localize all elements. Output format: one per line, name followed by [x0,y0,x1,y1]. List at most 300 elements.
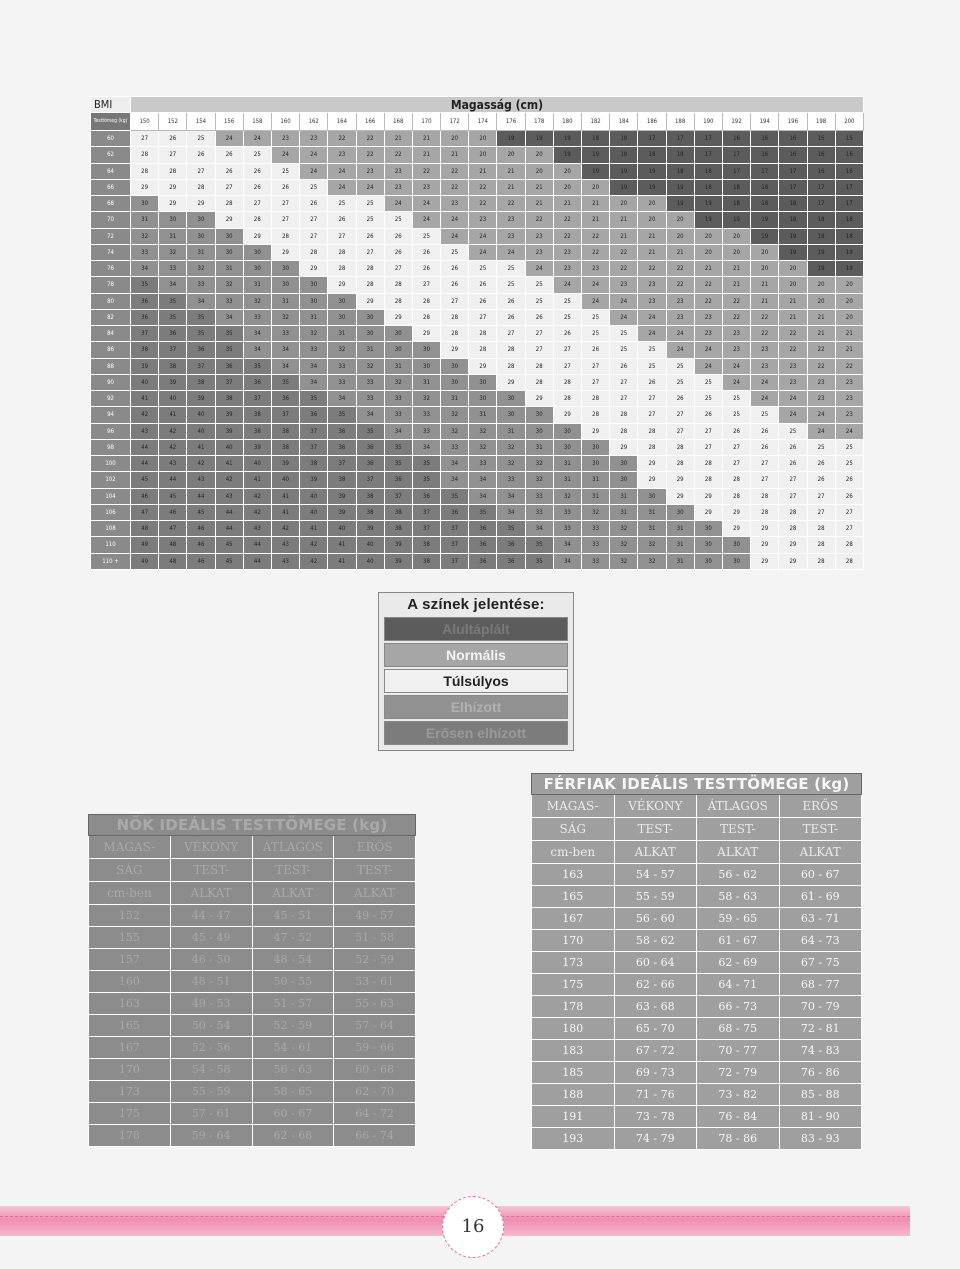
bmi-value-cell: 33 [412,423,440,439]
bmi-value-cell: 26 [807,456,835,472]
bmi-value-cell: 44 [187,488,215,504]
bmi-value-cell: 19 [807,244,835,260]
bmi-value-cell: 16 [807,147,835,163]
ideal-cell: 81 - 90 [779,1106,862,1128]
ideal-title-row [89,815,416,836]
bmi-value-cell: 28 [779,521,807,537]
bmi-value-cell: 35 [384,456,412,472]
bmi-value-cell: 27 [666,423,694,439]
bmi-value-cell: 43 [271,537,299,553]
weight-label-cell: 110 + [91,553,131,570]
bmi-value-cell: 36 [384,472,412,488]
bmi-value-cell: 33 [582,537,610,553]
bmi-row [91,147,864,163]
bmi-value-cell: 27 [610,374,638,390]
ideal-cell: 62 - 70 [334,1081,416,1103]
bmi-value-cell: 42 [271,521,299,537]
bmi-value-cell: 40 [243,456,271,472]
bmi-value-cell: 30 [243,244,271,260]
ideal-cell: 70 - 77 [697,1040,780,1062]
bmi-value-cell: 36 [328,439,356,455]
ideal-cell: 62 - 69 [697,952,780,974]
bmi-value-cell: 36 [469,521,497,537]
height-header-row [91,113,864,131]
ideal-header-row [89,859,416,882]
bmi-value-cell: 19 [779,244,807,260]
bmi-value-cell: 27 [722,456,750,472]
ideal-header-row [532,818,862,841]
ideal-row [89,927,416,949]
ideal-cell: 59 - 66 [334,1037,416,1059]
bmi-value-cell: 17 [807,179,835,195]
bmi-value-cell: 28 [582,391,610,407]
weight-label-cell: 98 [91,439,131,455]
bmi-value-cell: 23 [553,244,581,260]
bmi-value-cell: 43 [215,488,243,504]
bmi-value-cell: 18 [751,196,779,212]
bmi-value-cell: 37 [356,472,384,488]
bmi-value-cell: 20 [525,163,553,179]
bmi-value-cell: 30 [553,439,581,455]
height-header-cell: 200 [835,113,863,131]
bmi-value-cell: 22 [751,309,779,325]
bmi-value-cell: 28 [722,472,750,488]
bmi-value-cell: 35 [328,407,356,423]
bmi-value-cell: 17 [694,131,722,147]
bmi-value-cell: 23 [582,261,610,277]
ideal-header-cell: ERŐS [779,795,862,818]
bmi-value-cell: 24 [638,309,666,325]
weight-label-cell: 100 [91,456,131,472]
bmi-value-cell: 36 [497,553,525,570]
bmi-value-cell: 25 [610,326,638,342]
bmi-value-cell: 27 [722,439,750,455]
bmi-value-cell: 42 [243,488,271,504]
bmi-value-cell: 27 [328,228,356,244]
bmi-row [91,293,864,309]
ideal-cell: 69 - 73 [614,1062,697,1084]
bmi-value-cell: 27 [300,212,328,228]
height-header-cell: 174 [469,113,497,131]
bmi-value-cell: 23 [300,131,328,147]
weight-label-cell: 104 [91,488,131,504]
bmi-value-cell: 33 [553,504,581,520]
bmi-value-cell: 34 [412,439,440,455]
bmi-value-cell: 40 [271,472,299,488]
bmi-value-cell: 19 [610,163,638,179]
bmi-value-cell: 30 [497,407,525,423]
bmi-value-cell: 17 [779,179,807,195]
bmi-value-cell: 27 [187,163,215,179]
ideal-row [532,996,862,1018]
bmi-value-cell: 33 [328,374,356,390]
bmi-value-cell: 31 [356,342,384,358]
bmi-value-cell: 46 [187,537,215,553]
bmi-value-cell: 23 [807,391,835,407]
bmi-value-cell: 29 [722,504,750,520]
bmi-value-cell: 35 [215,342,243,358]
bmi-value-cell: 38 [187,374,215,390]
bmi-value-cell: 16 [722,131,750,147]
legend-item: Elhízott [384,695,568,719]
bmi-value-cell: 27 [779,488,807,504]
bmi-value-cell: 17 [835,196,863,212]
bmi-value-cell: 23 [497,228,525,244]
ideal-row [532,1128,862,1150]
bmi-value-cell: 22 [779,342,807,358]
bmi-value-cell: 39 [159,374,187,390]
bmi-value-cell: 32 [215,277,243,293]
bmi-value-cell: 23 [610,277,638,293]
bmi-value-cell: 29 [751,521,779,537]
bmi-value-cell: 31 [271,293,299,309]
bmi-value-cell: 37 [441,521,469,537]
bmi-value-cell: 19 [722,212,750,228]
bmi-value-cell: 26 [722,423,750,439]
bmi-value-cell: 32 [497,439,525,455]
bmi-value-cell: 26 [159,131,187,147]
bmi-value-cell: 25 [582,326,610,342]
ideal-cell: 67 - 72 [614,1040,697,1062]
ideal-cell: 66 - 73 [697,996,780,1018]
ideal-cell: 47 - 52 [252,927,334,949]
bmi-value-cell: 43 [271,553,299,570]
bmi-value-cell: 27 [553,358,581,374]
bmi-value-cell: 38 [243,407,271,423]
bmi-value-cell: 35 [187,309,215,325]
bmi-value-cell: 18 [666,163,694,179]
ideal-cell: 66 - 74 [334,1125,416,1147]
ideal-header-cell: SÁG [89,859,171,882]
bmi-value-cell: 32 [187,261,215,277]
bmi-value-cell: 48 [159,553,187,570]
weight-label-cell: 86 [91,342,131,358]
bmi-row [91,342,864,358]
bmi-value-cell: 29 [215,212,243,228]
bmi-value-cell: 30 [328,293,356,309]
bmi-value-cell: 34 [243,326,271,342]
bmi-value-cell: 28 [694,456,722,472]
bmi-value-cell: 18 [582,131,610,147]
bmi-value-cell: 24 [441,212,469,228]
bmi-value-cell: 26 [384,244,412,260]
bmi-value-cell: 21 [835,342,863,358]
bmi-value-cell: 20 [807,293,835,309]
bmi-value-cell: 17 [751,163,779,179]
bmi-value-cell: 31 [328,326,356,342]
ideal-cell: 193 [532,1128,615,1150]
bmi-value-cell: 25 [384,212,412,228]
bmi-value-cell: 30 [694,537,722,553]
bmi-value-cell: 26 [666,391,694,407]
bmi-value-cell: 24 [356,179,384,195]
bmi-value-cell: 24 [215,131,243,147]
bmi-value-cell: 33 [441,439,469,455]
bmi-value-cell: 28 [751,504,779,520]
bmi-value-cell: 26 [835,472,863,488]
ideal-cell: 165 [532,886,615,908]
height-header-cell: 168 [384,113,412,131]
bmi-value-cell: 24 [807,423,835,439]
bmi-value-cell: 26 [525,309,553,325]
bmi-value-cell: 22 [694,277,722,293]
bmi-row [91,131,864,147]
bmi-value-cell: 37 [300,423,328,439]
bmi-value-cell: 27 [638,391,666,407]
weight-label-cell: 90 [91,374,131,390]
bmi-value-cell: 37 [243,391,271,407]
bmi-value-cell: 26 [441,277,469,293]
men-ideal-weight-table [531,773,862,1150]
bmi-value-cell: 36 [412,488,440,504]
bmi-value-cell: 30 [412,358,440,374]
bmi-value-cell: 23 [807,374,835,390]
bmi-value-cell: 30 [441,358,469,374]
bmi-value-cell: 41 [300,521,328,537]
bmi-value-cell: 26 [751,423,779,439]
bmi-value-cell: 25 [497,261,525,277]
ideal-cell: 74 - 79 [614,1128,697,1150]
bmi-value-cell: 42 [187,456,215,472]
bmi-value-cell: 27 [835,521,863,537]
weight-label-cell: 94 [91,407,131,423]
ideal-cell: 48 - 51 [170,971,252,993]
bmi-value-cell: 40 [187,423,215,439]
bmi-value-cell: 31 [553,472,581,488]
ideal-cell: 58 - 65 [252,1081,334,1103]
bmi-row [91,439,864,455]
ideal-header-cell: TEST- [170,859,252,882]
bmi-value-cell: 26 [412,261,440,277]
bmi-value-cell: 19 [666,179,694,195]
bmi-value-cell: 29 [610,439,638,455]
bmi-value-cell: 28 [469,342,497,358]
ideal-cell: 76 - 84 [697,1106,780,1128]
bmi-value-cell: 27 [159,147,187,163]
weight-label-cell: 80 [91,293,131,309]
bmi-value-cell: 20 [497,147,525,163]
height-header-cell: 164 [328,113,356,131]
bmi-value-cell: 18 [807,228,835,244]
ideal-cell: 74 - 83 [779,1040,862,1062]
bmi-value-cell: 24 [722,374,750,390]
ideal-cell: 64 - 72 [334,1103,416,1125]
ideal-cell: 59 - 64 [170,1125,252,1147]
weight-label-cell: 60 [91,131,131,147]
ideal-cell: 175 [532,974,615,996]
bmi-value-cell: 23 [835,407,863,423]
bmi-value-cell: 31 [131,212,159,228]
bmi-row [91,277,864,293]
bmi-value-cell: 45 [159,488,187,504]
bmi-value-cell: 16 [835,147,863,163]
weight-label-cell: 62 [91,147,131,163]
bmi-value-cell: 23 [751,342,779,358]
bmi-value-cell: 20 [610,196,638,212]
bmi-value-cell: 33 [187,277,215,293]
bmi-value-cell: 20 [835,309,863,325]
bmi-value-cell: 18 [835,212,863,228]
bmi-value-cell: 47 [131,504,159,520]
bmi-value-cell: 29 [384,309,412,325]
bmi-value-cell: 29 [497,374,525,390]
bmi-value-cell: 49 [131,553,159,570]
bmi-value-cell: 28 [243,212,271,228]
bmi-value-cell: 24 [469,228,497,244]
bmi-value-cell: 38 [271,439,299,455]
weight-label-cell: 68 [91,196,131,212]
bmi-value-cell: 28 [638,423,666,439]
bmi-value-cell: 43 [187,472,215,488]
ideal-cell: 67 - 75 [779,952,862,974]
bmi-value-cell: 32 [328,342,356,358]
bmi-value-cell: 34 [159,277,187,293]
bmi-value-cell: 28 [807,553,835,570]
bmi-value-cell: 37 [412,504,440,520]
ideal-cell: 52 - 56 [170,1037,252,1059]
bmi-value-cell: 30 [243,261,271,277]
bmi-value-cell: 20 [751,261,779,277]
bmi-value-cell: 33 [243,309,271,325]
ideal-row [532,908,862,930]
bmi-value-cell: 20 [638,212,666,228]
bmi-value-cell: 27 [553,342,581,358]
bmi-value-cell: 28 [497,342,525,358]
bmi-row [91,358,864,374]
bmi-value-cell: 29 [243,228,271,244]
bmi-value-cell: 27 [779,472,807,488]
ideal-header-cell: ALKAT [252,882,334,905]
bmi-value-cell: 34 [271,342,299,358]
bmi-value-cell: 20 [835,293,863,309]
bmi-value-cell: 30 [469,391,497,407]
bmi-value-cell: 30 [384,326,412,342]
height-header-cell: 192 [722,113,750,131]
bmi-value-cell: 19 [751,228,779,244]
height-header-cell: 188 [666,113,694,131]
bmi-value-cell: 25 [610,342,638,358]
weight-label-cell: 102 [91,472,131,488]
bmi-value-cell: 22 [469,196,497,212]
ideal-cell: 65 - 70 [614,1018,697,1040]
bmi-value-cell: 24 [694,342,722,358]
height-header-cell: 172 [441,113,469,131]
bmi-value-cell: 34 [300,374,328,390]
bmi-value-cell: 34 [469,488,497,504]
bmi-value-cell: 20 [779,261,807,277]
bmi-value-cell: 22 [412,163,440,179]
bmi-value-cell: 30 [356,326,384,342]
bmi-value-cell: 33 [582,521,610,537]
bmi-value-cell: 36 [243,374,271,390]
bmi-corner-label: BMI [91,97,131,113]
bmi-value-cell: 27 [807,488,835,504]
bmi-value-cell: 29 [779,553,807,570]
bmi-value-cell: 26 [779,439,807,455]
ideal-cell: 163 [532,864,615,886]
bmi-value-cell: 34 [187,293,215,309]
bmi-value-cell: 30 [187,212,215,228]
bmi-value-cell: 21 [666,244,694,260]
weight-label-cell: 70 [91,212,131,228]
bmi-value-cell: 21 [751,293,779,309]
bmi-value-cell: 27 [271,212,299,228]
bmi-value-cell: 18 [779,212,807,228]
bmi-value-cell: 20 [525,147,553,163]
bmi-value-cell: 19 [553,131,581,147]
bmi-value-cell: 29 [159,179,187,195]
bmi-value-cell: 36 [131,309,159,325]
bmi-value-cell: 34 [300,358,328,374]
bmi-value-cell: 17 [694,147,722,163]
bmi-value-cell: 19 [807,261,835,277]
bmi-value-cell: 32 [525,456,553,472]
ideal-cell: 72 - 81 [779,1018,862,1040]
bmi-value-cell: 28 [553,374,581,390]
bmi-value-cell: 46 [187,521,215,537]
bmi-value-cell: 25 [722,391,750,407]
bmi-value-cell: 39 [300,472,328,488]
bmi-value-cell: 37 [131,326,159,342]
bmi-value-cell: 27 [131,131,159,147]
bmi-value-cell: 28 [638,439,666,455]
bmi-value-cell: 23 [694,309,722,325]
bmi-value-cell: 21 [779,293,807,309]
bmi-value-cell: 20 [666,228,694,244]
bmi-value-cell: 23 [384,179,412,195]
bmi-value-cell: 31 [441,391,469,407]
bmi-value-cell: 33 [384,407,412,423]
bmi-value-cell: 32 [610,521,638,537]
bmi-value-cell: 22 [384,147,412,163]
bmi-value-cell: 40 [356,537,384,553]
bmi-value-cell: 33 [356,391,384,407]
bmi-value-cell: 44 [243,553,271,570]
bmi-value-cell: 21 [412,147,440,163]
bmi-value-cell: 42 [131,407,159,423]
bmi-value-cell: 37 [328,456,356,472]
bmi-value-cell: 29 [271,244,299,260]
ideal-row [532,930,862,952]
bmi-value-cell: 40 [131,374,159,390]
ideal-cell: 163 [89,993,171,1015]
bmi-value-cell: 24 [807,407,835,423]
bmi-value-cell: 45 [215,537,243,553]
women-ideal-weight-table [88,814,416,1147]
bmi-row [91,228,864,244]
bmi-value-cell: 37 [300,439,328,455]
bmi-value-cell: 32 [271,309,299,325]
bmi-value-cell: 26 [243,163,271,179]
ideal-cell: 56 - 63 [252,1059,334,1081]
bmi-value-cell: 25 [638,342,666,358]
bmi-value-cell: 33 [553,521,581,537]
bmi-value-cell: 19 [582,147,610,163]
bmi-value-cell: 34 [497,488,525,504]
bmi-value-cell: 26 [638,374,666,390]
bmi-value-cell: 31 [666,537,694,553]
bmi-value-cell: 39 [271,456,299,472]
bmi-value-cell: 24 [497,244,525,260]
bmi-value-cell: 39 [356,521,384,537]
bmi-value-cell: 22 [807,342,835,358]
bmi-value-cell: 41 [159,407,187,423]
bmi-value-cell: 24 [694,358,722,374]
bmi-value-cell: 28 [666,439,694,455]
bmi-value-cell: 35 [356,423,384,439]
bmi-value-cell: 21 [779,309,807,325]
bmi-value-cell: 22 [582,244,610,260]
